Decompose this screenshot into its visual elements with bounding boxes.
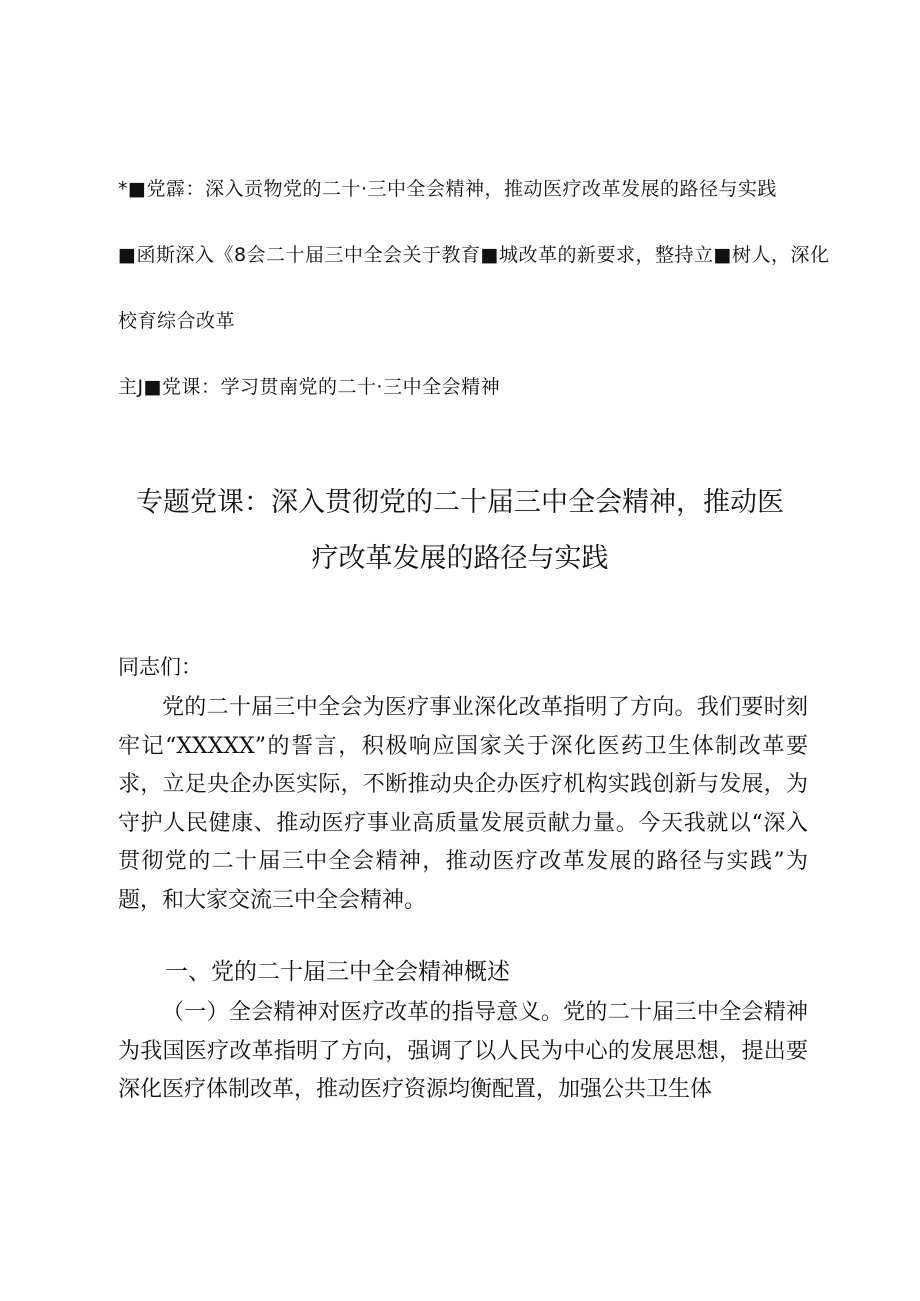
section-heading: 一、党的二十届三中全会精神概述 (165, 959, 510, 985)
salutation: 同志们： (118, 655, 202, 679)
toc-item: *■党霹：深入贡物党的二十·三中全会精神，推动医疗改革发展的路径与实践 (118, 178, 777, 200)
title-line-2: 疗改革发展的路径与实践 (311, 543, 609, 574)
toc-item: 校育综合改革 (118, 310, 236, 332)
title-line-1: 专题党课：深入贯彻党的二十届三中全会精神，推动医 (136, 487, 784, 518)
body-paragraph: （一）全会精神对医疗改革的指导意义。党的二十届三中全会精神为我国医疗改革指明了方向，强调了以人民为中心的发展思想，提出要深化医疗体制改革，推动医疗资源均衡配置，加强公共卫生体 (118, 1000, 808, 1102)
body-paragraph: 党的二十届三中全会为医疗事业深化改革指明了方向。我们要时刻牢记“XXXXX”的誓言，积极响应国家关于深化医药卫生体制改革要求，立足央企办医实际，不断推动央企办医疗机构实践创新与发展，为守护人民健康、推动医疗事业高质量发展贡献力量。今天我就以“深入贯彻党的二十届三中全会精神，推动医疗改革发展的路径与实践”为题，和大家交流三中全会精神。 (118, 695, 808, 913)
toc-item: ■函斯深入《8会二十届三中全会关于教育■城改革的新要求，整持立■树人，深化 (118, 244, 830, 266)
toc-item: 主J■党课：学习贯南党的二十·三中全会精神 (118, 376, 501, 398)
